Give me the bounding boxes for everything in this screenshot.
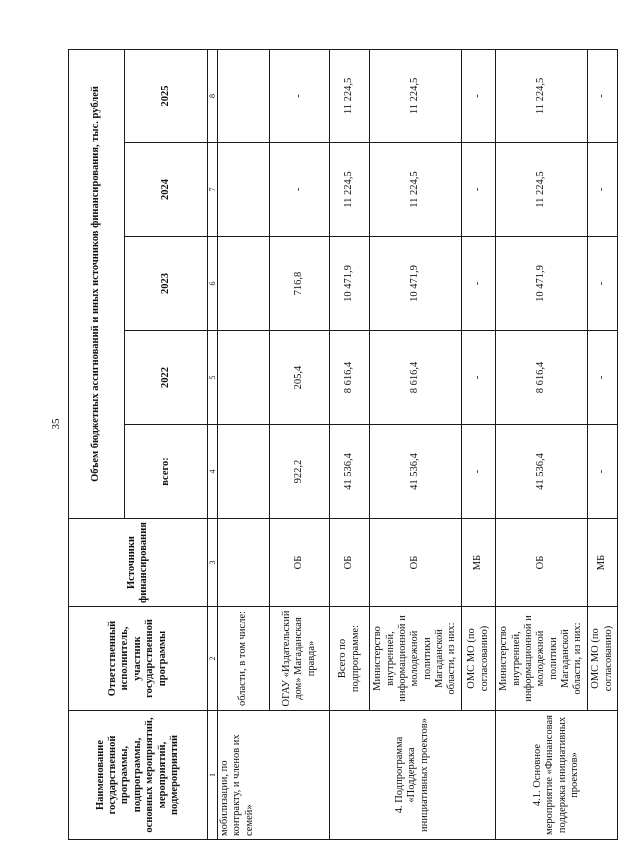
row-executor: ОМС МО (по согласованию) <box>588 607 618 711</box>
index-cell: 6 <box>208 237 218 331</box>
row-2025: - <box>462 49 496 142</box>
row-2023: 716,8 <box>270 237 330 331</box>
header-source: Источники финансирования <box>69 519 208 607</box>
header-executor: Ответственный исполнитель, участник государственной программы <box>69 607 208 711</box>
row-executor: Всего по подпрограмме: <box>330 607 370 711</box>
row-2025 <box>218 49 270 142</box>
row-executor: области, в том числе: <box>218 607 270 711</box>
row-2023: - <box>588 237 618 331</box>
header-2025: 2025 <box>125 49 208 142</box>
row-2024: - <box>588 143 618 237</box>
row-name: 4. Подпрограмма «Поддержка инициативных проектов» <box>330 711 496 840</box>
row-2022: - <box>588 331 618 425</box>
header-total: всего: <box>125 425 208 519</box>
row-2024: - <box>462 143 496 237</box>
table-row <box>330 49 370 839</box>
row-total: 922,2 <box>270 425 330 519</box>
row-total: 41 536,4 <box>370 425 462 519</box>
row-name: мобилизации, по контракту, и членов их семей» <box>218 711 330 840</box>
row-source: ОБ <box>330 519 370 607</box>
row-2024: - <box>270 143 330 237</box>
row-total: 41 536,4 <box>330 425 370 519</box>
row-2022: 205,4 <box>270 331 330 425</box>
header-row-1 <box>69 49 125 839</box>
row-total: - <box>462 425 496 519</box>
rotated-page <box>68 50 616 840</box>
funding-table <box>68 49 618 840</box>
row-2024 <box>218 143 270 237</box>
row-source: МБ <box>588 519 618 607</box>
row-2023: 10 471,9 <box>330 237 370 331</box>
table-row <box>496 49 588 839</box>
header-name: Наименование государственной программы, подпрограммы, основных мероприятий, мероприятий, подмероприятий <box>69 711 208 840</box>
row-2025: - <box>588 49 618 142</box>
row-2024: 11 224,5 <box>330 143 370 237</box>
row-name: 4.1. Основное мероприятие «Финансовая поддержка инициативных проектов» <box>496 711 618 840</box>
row-total: 41 536,4 <box>496 425 588 519</box>
header-2024: 2024 <box>125 143 208 237</box>
row-2025: 11 224,5 <box>330 49 370 142</box>
index-cell: 8 <box>208 49 218 142</box>
header-2022: 2022 <box>125 331 208 425</box>
row-executor: Министерство внутренней, информационной и молодежной политики Магаданской области, из них: <box>370 607 462 711</box>
index-cell: 4 <box>208 425 218 519</box>
row-2023: - <box>462 237 496 331</box>
table-row <box>218 49 270 839</box>
row-2024: 11 224,5 <box>370 143 462 237</box>
row-2024: 11 224,5 <box>496 143 588 237</box>
row-total <box>218 425 270 519</box>
row-2022 <box>218 331 270 425</box>
index-cell: 5 <box>208 331 218 425</box>
row-2023: 10 471,9 <box>370 237 462 331</box>
row-2022: - <box>462 331 496 425</box>
row-executor: Министерство внутренней, информационной и молодежной политики Магаданской области, из них: <box>496 607 588 711</box>
index-cell: 7 <box>208 143 218 237</box>
row-2025: - <box>270 49 330 142</box>
index-cell: 2 <box>208 607 218 711</box>
index-row <box>208 49 218 839</box>
row-source: ОБ <box>370 519 462 607</box>
row-2023: 10 471,9 <box>496 237 588 331</box>
index-cell: 3 <box>208 519 218 607</box>
row-2022: 8 616,4 <box>330 331 370 425</box>
row-executor: ОМС МО (по согласованию) <box>462 607 496 711</box>
header-funding: Объем бюджетных ассигнований и иных источников финансирования, тыс. рублей <box>69 49 125 518</box>
row-executor: ОГАУ «Издательский дом» Магаданская правда» <box>270 607 330 711</box>
page-number: 35 <box>50 418 62 430</box>
row-source: ОБ <box>270 519 330 607</box>
row-2025: 11 224,5 <box>496 49 588 142</box>
row-source: МБ <box>462 519 496 607</box>
row-total: - <box>588 425 618 519</box>
index-cell: 1 <box>208 711 218 840</box>
row-2023 <box>218 237 270 331</box>
row-2022: 8 616,4 <box>496 331 588 425</box>
row-source <box>218 519 270 607</box>
row-2022: 8 616,4 <box>370 331 462 425</box>
row-2025: 11 224,5 <box>370 49 462 142</box>
header-2023: 2023 <box>125 237 208 331</box>
row-source: ОБ <box>496 519 588 607</box>
